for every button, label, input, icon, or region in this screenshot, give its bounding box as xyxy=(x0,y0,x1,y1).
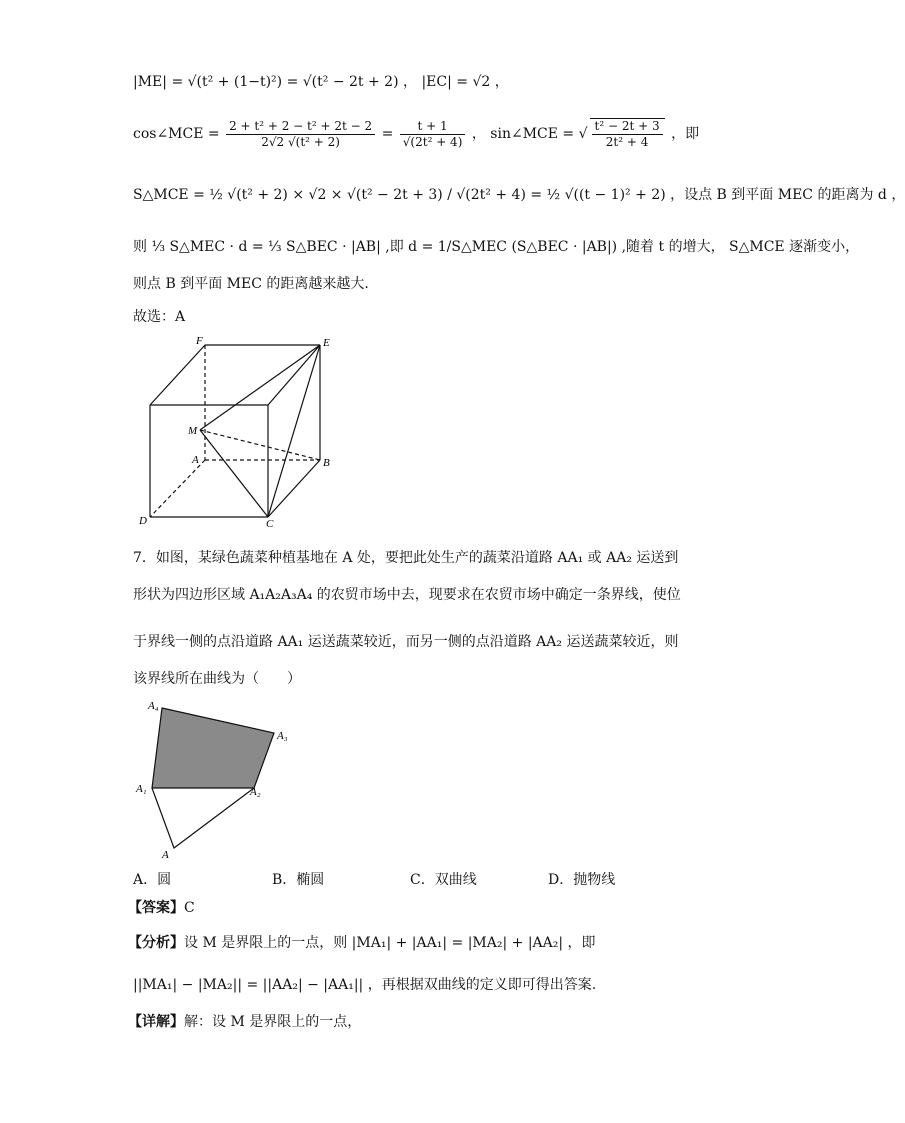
quad-label-A1: A₁ xyxy=(136,783,147,795)
option-c: C．双曲线 xyxy=(410,872,477,888)
cube-figure xyxy=(130,330,340,530)
detail-line-1 xyxy=(128,1012,361,1032)
answer-tag: 【答案】 xyxy=(128,900,184,916)
cos-f2-numerator: t + 1 xyxy=(400,119,466,135)
cos-fraction-1 xyxy=(226,119,375,150)
answer-line xyxy=(128,898,195,918)
cos-f2-denominator: √(2t² + 4) xyxy=(402,134,463,149)
quad-label-A2: A₂ xyxy=(250,786,261,798)
quadrilateral-figure xyxy=(132,696,302,866)
option-d: D．抛物线 xyxy=(548,872,616,888)
detail-tag: 【详解】 xyxy=(128,1014,184,1030)
cube-label-C: C xyxy=(266,518,274,530)
answer-value: C xyxy=(184,900,195,916)
quad-label-A4: A₄ xyxy=(148,700,159,712)
analysis-text-1: 设 M 是界限上的一点，则 |MA₁| + |AA₁| = |MA₂| + |AA₂| ，即 xyxy=(184,935,596,951)
cube-label-M: M xyxy=(188,425,198,437)
cos-fraction-2 xyxy=(400,119,466,150)
analysis-tag: 【分析】 xyxy=(128,935,184,951)
cube-label-B: B xyxy=(323,457,330,469)
analysis-line-1 xyxy=(128,933,596,953)
cos-f1-numerator: 2 + t² + 2 − t² + 2t − 2 xyxy=(226,119,375,135)
analysis-line-2: ||MA₁| − |MA₂|| = ||AA₂| − |AA₁|| ，再根据双曲线的定义即可得出答案. xyxy=(133,977,597,993)
formula-volume: 则 ⅓ S△MEC · d = ⅓ S△BEC · |AB| ,即 d = 1/S△MEC (S△BEC · |AB|) ,随着 t 的增大， S△MCE 逐渐变小， xyxy=(133,239,860,255)
conclusion-text: 则点 B 到平面 MEC 的距离越来越大. xyxy=(133,276,369,292)
question-line-1: 7．如图，某绿色蔬菜种植基地在 A 处，要把此处生产的蔬菜沿道路 AA₁ 或 AA₂ 运送到 xyxy=(133,550,679,566)
quad-label-A: A xyxy=(162,849,169,861)
question-line-2: 形状为四边形区域 A₁A₂A₃A₄ 的农贸市场中去，现要求在农贸市场中确定一条界线，使位 xyxy=(133,587,681,603)
cos-f1-denominator: 2√2 √(t² + 2) xyxy=(261,134,340,149)
sin-numerator: t² − 2t + 3 xyxy=(592,119,663,135)
formula-me-ec: |ME| = √(t² + (1−t)²) = √(t² − 2t + 2) ， |EC| = √2 ， xyxy=(133,74,509,90)
option-a: A．圆 xyxy=(133,872,172,888)
question-line-4: 该界线所在曲线为（ ） xyxy=(133,671,301,687)
sin-tail: ，即 xyxy=(671,126,700,142)
formula-cos-sin: cos∠MCE = $\frac{\text{2 + t² + 2 − t² + 2t − 2}}{\text{2√2 √(t² + 2)}}$ = $\frac{t + 1}{\text{√(2t² + 4)}}$ ， sin∠MCE = √ $\frac{\text{t² − 2t + 3}}{\text{2t² + 4}}$ ，即 xyxy=(133,118,700,149)
cube-label-F: F xyxy=(196,335,203,347)
cos-label: cos∠MCE = xyxy=(133,126,225,142)
formula-area: S△MCE = ½ √(t² + 2) × √2 × √(t² − 2t + 3) / √(2t² + 4) = ½ √((t − 1)² + 2) ，设点 B 到平面 MEC 的距离为 d ， xyxy=(133,187,905,203)
option-b: B．椭圆 xyxy=(272,872,325,888)
sin-denominator: 2t² + 4 xyxy=(605,135,649,149)
sin-fraction xyxy=(590,118,665,150)
cube-label-E: E xyxy=(323,337,330,349)
cube-label-A: A xyxy=(192,454,199,466)
detail-text-1: 解：设 M 是界限上的一点， xyxy=(184,1014,362,1030)
question-line-3: 于界线一侧的点沿道路 AA₁ 运送蔬菜较近，而另一侧的点沿道路 AA₂ 运送蔬菜较近，则 xyxy=(133,634,679,650)
sin-label: ， sin∠MCE = xyxy=(471,126,579,142)
choose-text: 故选：A xyxy=(133,309,186,325)
quad-label-A3: A₃ xyxy=(277,730,288,742)
cube-label-D: D xyxy=(139,515,147,527)
